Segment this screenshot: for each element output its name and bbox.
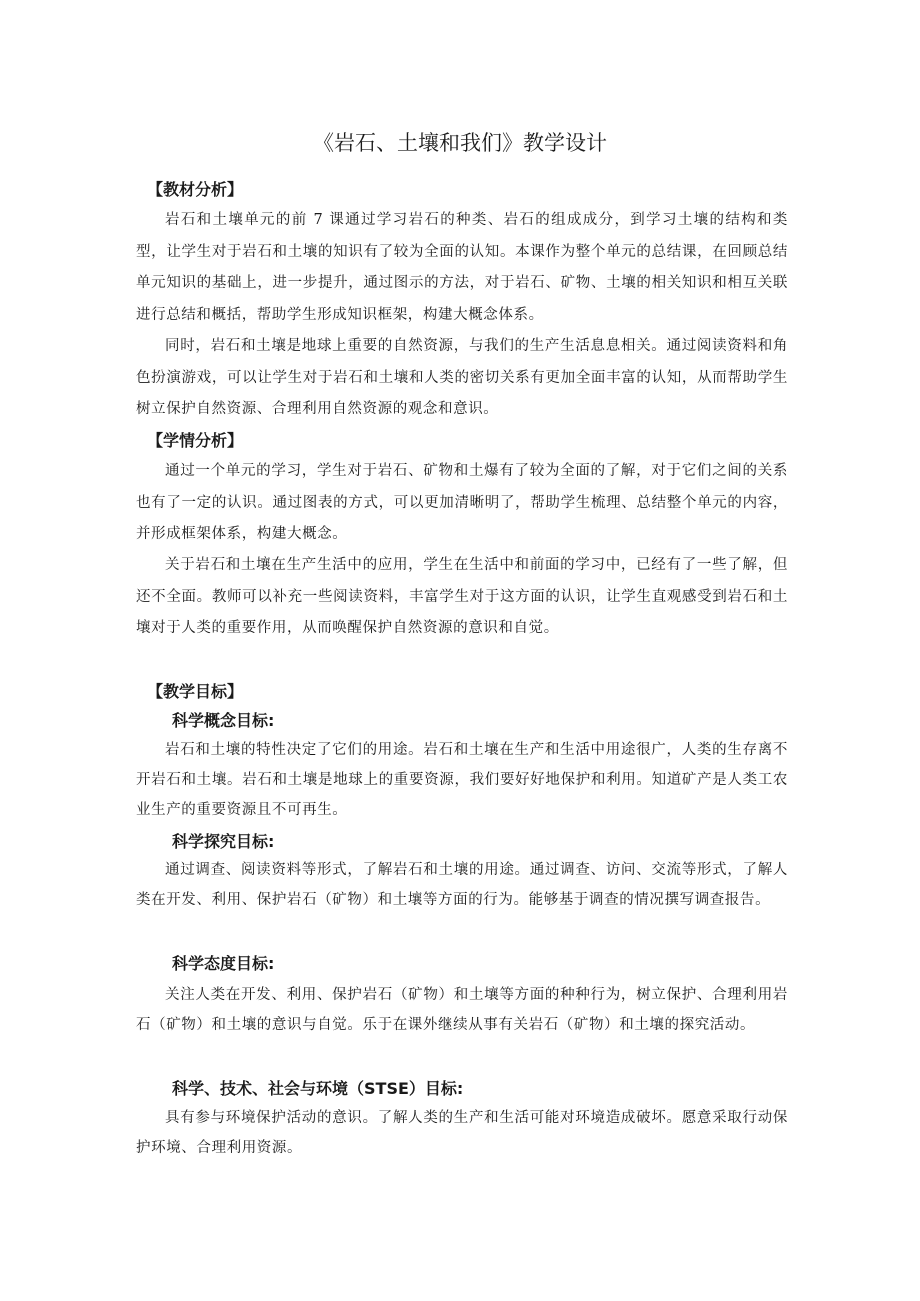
textbook-analysis-paragraph-2: 同时，岩石和土壤是地球上重要的自然资源，与我们的生产生活息息相关。通过阅读资料和角色扮演游戏，可以让学生对于岩石和土壤和人类的密切关系有更加全面丰富的认知，从而帮助学生树立保护自然资源、合理利用自然资源的观念和意识。 — [136, 338, 788, 417]
attitude-goal-label: 科学态度目标: — [172, 954, 275, 973]
student-analysis-paragraph-2: 关于岩石和土壤在生产生活中的应用，学生在生活中和前面的学习中，已经有了一些了解，但还不全面。教师可以补充一些阅读资料，丰富学生对于这方面的认识，让学生直观感受到岩石和土壤对于人类的重要作用，从而唤醒保护自然资源的意识和自觉。 — [136, 557, 788, 636]
student-analysis-paragraph-1: 通过一个单元的学习，学生对于岩石、矿物和土爆有了较为全面的了解，对于它们之间的关系也有了一定的认识。通过图表的方式，可以更加清晰明了，帮助学生梳理、总结整个单元的内容，并形成框架体系，构建大概念。 — [136, 463, 788, 542]
inquiry-goal-label: 科学探究目标: — [172, 832, 275, 851]
section-heading-student-analysis: 【学情分析】 — [147, 431, 244, 450]
stse-goal-text: 具有参与环境保护活动的意识。了解人类的生产和生活可能对环境造成破坏。愿意采取行动保护环境、合理利用资源。 — [136, 1110, 788, 1156]
attitude-goal-text: 关注人类在开发、利用、保护岩石（矿物）和土壤等方面的种种行为，树立保护、合理利用岩石（矿物）和土壤的意识与自觉。乐于在课外继续从事有关岩石（矿物）和土壤的探究活动。 — [136, 987, 788, 1033]
concept-goal-label: 科学概念目标: — [172, 711, 275, 730]
inquiry-goal-text: 通过调查、阅读资料等形式，了解岩石和土壤的用途。通过调查、访问、交流等形式，了解人类在开发、利用、保护岩石（矿物）和土壤等方面的行为。能够基于调查的情况撰写调查报告。 — [136, 862, 788, 908]
stse-goal-label: 科学、技术、社会与环境（STSE）目标: — [172, 1079, 464, 1098]
textbook-analysis-paragraph-1: 岩石和土壤单元的前 7 课通过学习岩石的种类、岩石的组成成分，到学习土壤的结构和类型，让学生对于岩石和土壤的知识有了较为全面的认知。本课作为整个单元的总结课，在回顾总结单元知识的基础上，进一步提升，通过图示的方法，对于岩石、矿物、土壤的相关知识和相互关联进行总结和概括，帮助学生形成知识框架，构建大概念体系。 — [136, 212, 788, 323]
section-heading-teaching-goals: 【教学目标】 — [147, 682, 244, 701]
section-heading-textbook-analysis: 【教材分析】 — [147, 180, 244, 199]
concept-goal-text: 岩石和土壤的特性决定了它们的用途。岩石和土壤在生产和生活中用途很广，人类的生存离不开岩石和土壤。岩石和土壤是地球上的重要资源，我们要好好地保护和利用。知道矿产是人类工农业生产的重要资源且不可再生。 — [136, 742, 788, 818]
document-title: 《岩石、土壤和我们》教学设计 — [313, 131, 607, 155]
